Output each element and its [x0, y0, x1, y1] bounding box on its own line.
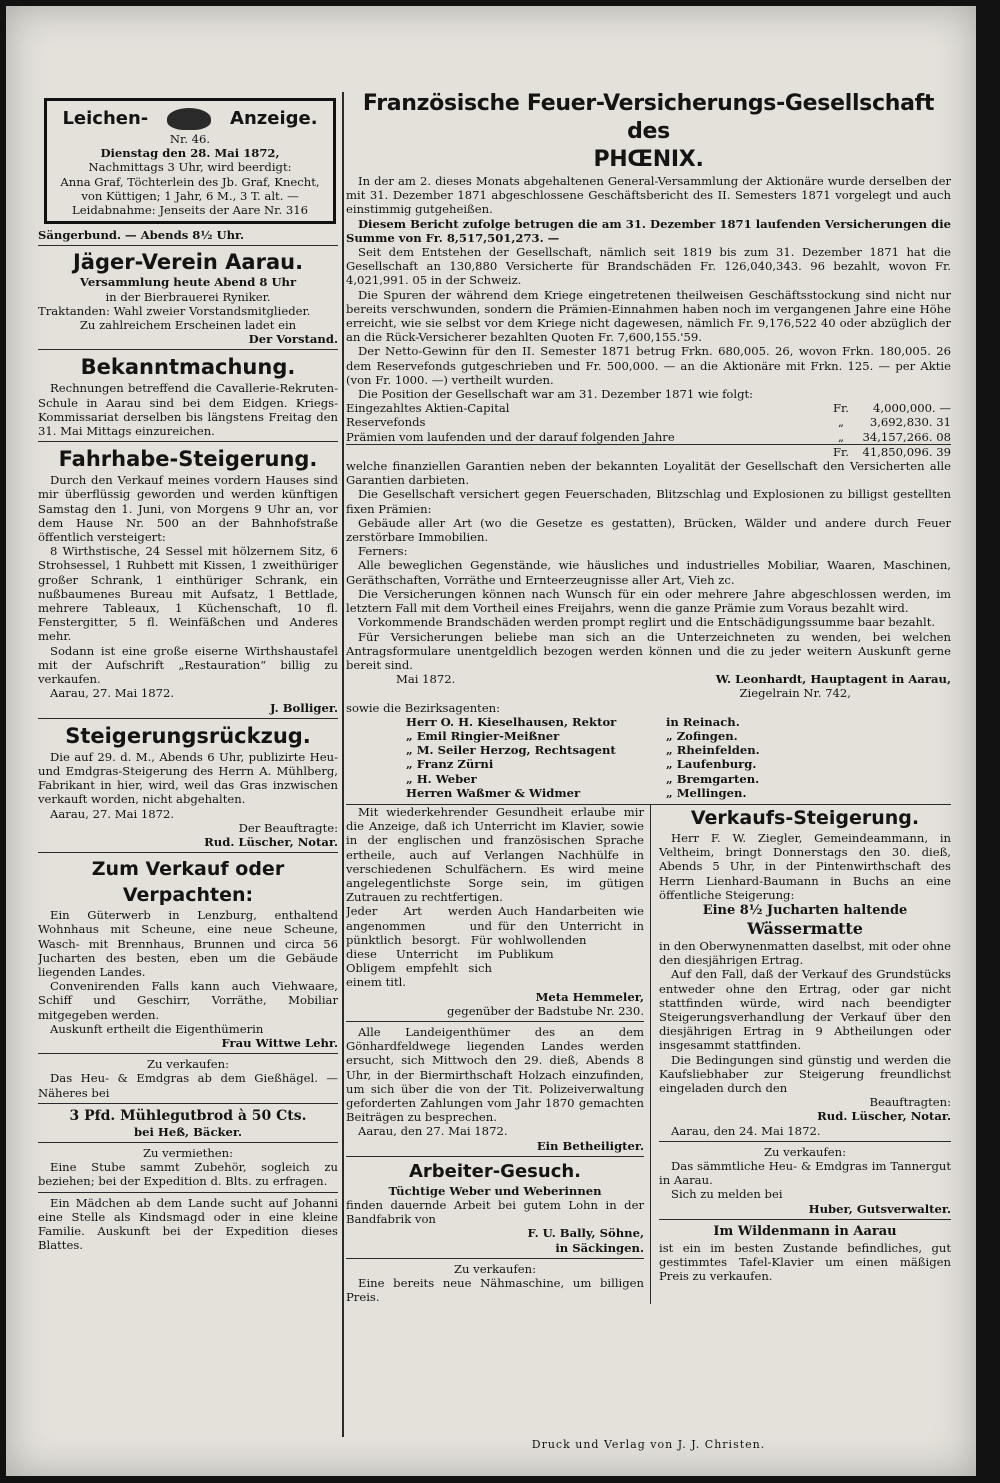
- left-column: [38, 92, 338, 1427]
- verkaufs-big-2: Wässermatte: [747, 918, 863, 938]
- position-row: [346, 401, 951, 415]
- arbeiter-line-1: Tüchtige Weber und Weberinnen: [388, 1183, 602, 1198]
- phoenix-title-2: PHŒNIX.: [593, 147, 704, 172]
- death-notice-text: Anna Graf, Töchterlein des Jb. Graf, Knecht, von Küttigen; 1 Jahr, 6 M., 3 T. alt. — Leidabnahme: Jenseits der Aare Nr. 316: [60, 174, 320, 218]
- agent-row: [346, 743, 951, 757]
- divider: [38, 1053, 338, 1054]
- divider: [659, 1141, 951, 1142]
- position-label: Reservefonds: [346, 415, 426, 430]
- position-row: [346, 415, 951, 429]
- naehm-title: Zu verkaufen:: [453, 1261, 537, 1276]
- agent-name: „ Franz Zürni: [406, 757, 494, 772]
- position-currency: Fr.: [833, 401, 849, 416]
- position-value: 34,157,266. 08: [862, 429, 951, 444]
- position-row: [346, 444, 951, 459]
- phoenix-para-11: Alle beweglichen Gegenstände, wie häusliches und industrielles Mobiliar, Waaren, Maschinen, Geräthschaften, Vorräthe und Ernteerzeugnisse aller Art, Vieh zc.: [346, 558, 951, 587]
- heu-big-contact: Sich zu melden bei: [671, 1187, 783, 1202]
- divider: [38, 1103, 338, 1104]
- verpachten-title: Zum Verkauf oder Verpachten:: [91, 858, 285, 907]
- heu-big-text: Das sämmtliche Heu- & Emdgras im Tannergut in Aarau.: [659, 1159, 951, 1188]
- phoenix-para-12: Die Versicherungen können nach Wunsch für ein oder mehrere Jahre abgeschlossen werden, im letztern Fall mit dem Vortheil eines Freijahrs, wenn die ganze Prämie zum Voraus bezahlt wird.: [346, 586, 951, 616]
- landeigen-text: Alle Landeigenthümer des an dem Gönhardfeldwege liegenden Landes werden ersucht, sich Mittwoch den 29. dieß, Abends 8 Uhr, in der Biermirthschaft Holzach einzufinden, um sich über die von der Tit. Polizeiverwaltung geforderten Zahlungen vom Jahr 1870 gemachten Beiträgen zu besprechen.: [346, 1024, 644, 1125]
- agent-name: Herren Waßmer & Widmer: [406, 785, 581, 800]
- heu-small-text: Das Heu- & Emdgras ab dem Gießhägel. — Näheres bei: [38, 1071, 338, 1100]
- agent-name: Herr O. H. Kieselhausen, Rektor: [406, 714, 617, 729]
- muehle-line-1: 3 Pfd. Mühlegutbrod à 50 Cts.: [69, 1107, 307, 1124]
- divider: [38, 245, 338, 246]
- heu-big-title: Zu verkaufen:: [763, 1144, 847, 1159]
- verpachten-signature: Frau Wittwe Lehr.: [221, 1035, 338, 1050]
- verkaufs-signature: Rud. Lüscher, Notar.: [817, 1109, 951, 1124]
- arbeiter-text: finden dauernde Arbeit bei gutem Lohn in der Bandfabrik von: [346, 1198, 644, 1227]
- death-notice-heading: [53, 106, 327, 132]
- verpachten-para-3: Auskunft ertheilt die Eigenthümerin: [50, 1021, 264, 1036]
- phoenix-para-14: Für Versicherungen beliebe man sich an die Unterzeichneten zu wenden, bei welchen Antragsformulare unentgeldlich bezogen werden können und die zu jeder weitern Auskunft gerne bereit sind.: [346, 629, 951, 672]
- fahrhabe-date: Aarau, 27. Mai 1872.: [50, 686, 175, 701]
- wildenmann-title: Im Wildenmann in Aarau: [713, 1223, 897, 1239]
- klavier-split: [346, 904, 644, 989]
- rueckzug-title: Steigerungsrückzug.: [65, 723, 311, 748]
- jaeger-line-3: Traktanden: Wahl zweier Vorstandsmitglieder.: [38, 303, 311, 318]
- position-label: Eingezahltes Aktien-Capital: [346, 401, 510, 416]
- phoenix-position-table: [346, 401, 951, 459]
- death-notice-number: Nr. 46.: [169, 132, 211, 146]
- jaeger-line-2: in der Bierbrauerei Ryniker.: [105, 289, 271, 304]
- divider: [659, 1219, 951, 1220]
- phoenix-para-2: Diesem Bericht zufolge betrugen die am 31. Dezember 1871 laufenden Versicherungen die Summe von Fr. 8,517,501,273. —: [346, 216, 951, 245]
- phoenix-address: Ziegelrain Nr. 742,: [739, 686, 851, 701]
- agent-name: „ H. Weber: [406, 771, 477, 786]
- verkaufs-title: Verkaufs-Steigerung.: [690, 806, 920, 829]
- muehle-line-2: bei Heß, Bäcker.: [134, 1124, 242, 1139]
- agent-town: „ Laufenburg.: [666, 757, 757, 772]
- verpachten-para-2: Convenirenden Falls kann auch Viehwaare, Schiff und Geschirr, Vorräthe, Mobiliar mitgegeben werden.: [38, 979, 338, 1022]
- divider: [346, 1258, 644, 1259]
- agent-town: in Reinach.: [666, 714, 740, 729]
- agent-town: „ Bremgarten.: [666, 771, 760, 786]
- verkaufs-para-1: Herr F. W. Ziegler, Gemeindeammann, in Veltheim, bringt Donnerstags den 30. dieß, Abends 5 Uhr, in der Pintenwirthschaft des Herrn Lienhard-Baumann in Buchs an eine öffentliche Steigerung:: [659, 830, 951, 902]
- maedchen-text: Ein Mädchen ab dem Lande sucht auf Johanni eine Stelle als Kindsmagd oder in eine kleine Familie. Auskunft bei der Expedition dieses Blattes.: [38, 1195, 338, 1253]
- jaeger-title: Jäger-Verein Aarau.: [72, 250, 304, 275]
- arbeiter-town: in Säckingen.: [555, 1240, 644, 1255]
- stube-title: Zu vermiethen:: [142, 1145, 234, 1160]
- verkaufs-para-2: in den Oberwynenmatten daselbst, mit oder ohne den diesjährigen Ertrag.: [659, 938, 951, 968]
- position-value: 3,692,830. 31: [869, 415, 951, 430]
- heu-big-signature: Huber, Gutsverwalter.: [808, 1201, 951, 1216]
- verkaufs-date: Aarau, den 24. Mai 1872.: [671, 1123, 821, 1138]
- position-value: 41,850,096. 39: [862, 444, 951, 459]
- klavier-address: gegenüber der Badstube Nr. 230.: [446, 1003, 644, 1018]
- agent-row: [346, 757, 951, 771]
- phoenix-signature: W. Leonhardt, Hauptagent in Aarau,: [715, 672, 951, 687]
- position-currency: „: [837, 429, 844, 444]
- agent-row: [346, 772, 951, 786]
- phoenix-signature-row: [346, 672, 951, 686]
- agent-town: „ Mellingen.: [666, 785, 747, 800]
- divider: [38, 441, 338, 442]
- fahrhabe-para-2: 8 Wirthstische, 24 Sessel mit hölzernem Sitz, 6 Strohsessel, 1 Ruhbett mit Kissen, 1 zweithüriger großer Schrank, 1 einthüriger Schrank, ein nußbaumenes Bureau mit Aufsatz, 1 Bettlade, mehrere Tableaux, 1 Küchenschaft, 10 fl. Fenstergitter, 5 fl. Weinfäßchen und Anderes mehr.: [38, 544, 338, 644]
- divider: [38, 349, 338, 350]
- phoenix-para-9: Gebäude aller Art (wo die Gesetze es gestatten), Brücken, Wälder und andere durch Feuer zerstörbare Immobilien.: [346, 515, 951, 545]
- landeigen-signature: Ein Betheiligter.: [536, 1138, 644, 1153]
- agent-name: „ M. Seiler Herzog, Rechtsagent: [406, 743, 616, 758]
- klavier-signature: Meta Hemmeler,: [535, 989, 644, 1004]
- klavier-right: Auch Handarbeiten wie für den Unterricht in wohlwollenden Publikum: [498, 904, 644, 961]
- lower-col-a: [346, 805, 651, 1305]
- agent-row: [346, 715, 951, 729]
- divider: [346, 1021, 644, 1022]
- bekannt-title: Bekanntmachung.: [80, 355, 296, 380]
- phoenix-title-1: Französische Feuer-Versicherungs-Gesellschaft des: [362, 91, 935, 144]
- agent-town: „ Rheinfelden.: [666, 743, 760, 758]
- wildenmann-text: ist ein im besten Zustande befindliches, gut gestimmtes Tafel-Klavier um einen mäßigen Preis zu verkaufen.: [659, 1240, 951, 1284]
- mourning-emblem-icon: [167, 108, 211, 130]
- position-currency: Fr.: [833, 444, 849, 459]
- phoenix-para-7: welche finanziellen Garantien neben der bekannten Loyalität der Gesellschaft den Versicherten alle Garantien darbieten.: [346, 459, 951, 488]
- arbeiter-title: Arbeiter-Gesuch.: [408, 1160, 582, 1182]
- newspaper-page: [6, 6, 976, 1476]
- landeigen-date: Aarau, den 27. Mai 1872.: [358, 1124, 508, 1139]
- divider: [38, 1192, 338, 1193]
- phoenix-date: Mai 1872.: [396, 672, 456, 687]
- rueckzug-text: Die auf 29. d. M., Abends 6 Uhr, publizirte Heu- und Emdgras-Steigerung des Herrn A. Mühlberg, Fabrikant in hier, wird, weil das Gras inzwischen verkauft worden, nicht abgehalten.: [38, 749, 338, 807]
- rueckzug-signature: Rud. Lüscher, Notar.: [204, 834, 338, 849]
- fahrhabe-para-3: Sodann ist eine große eiserne Wirthshaustafel mit der Aufschrift „Restauration“ billig zu verkaufen.: [38, 643, 338, 687]
- rueckzug-role: Der Beauftragte:: [238, 820, 338, 835]
- divider: [38, 852, 338, 853]
- klavier-text: Mit wiederkehrender Gesundheit erlaube mir die Anzeige, daß ich Unterricht im Klavier, sowie in der englischen und französischen Sprache ertheile, auch auf Verlangen Nachhülfe in verschiedenen Schulfächern. Es wird meine angelegentlichste Sorge sein, im gütigen Zutrauen zu rechtfertigen.: [346, 804, 644, 905]
- position-currency: „: [837, 415, 844, 430]
- footer-imprint: Druck und Verlag von J. J. Christen.: [531, 1438, 766, 1451]
- death-notice: [44, 98, 336, 224]
- jaeger-signature: Der Vorstand.: [248, 332, 338, 347]
- phoenix-agents-list: [346, 715, 951, 800]
- fahrhabe-title: Fahrhabe-Steigerung.: [58, 447, 318, 472]
- verpachten-para-1: Ein Güterwerb in Lenzburg, enthaltend Wohnhaus mit Scheune, eine neue Scheune, Wasch- mit Brennhaus, Brunnen und circa 56 Jucharten des besten, eben um die Gebäude liegenden Landes.: [38, 908, 338, 979]
- jaeger-line-1: Versammlung heute Abend 8 Uhr: [79, 275, 297, 290]
- divider: [346, 1156, 644, 1157]
- verkaufs-para-3: Auf den Fall, daß der Verkauf des Grundstücks entweder ohne den Ertrag, oder gar nicht stattfinden würde, wird nach beendigter Steigerungsverhandlung der Verkauf über den diesjährigen Ertrag in 9 Abtheilungen oder insgesammt stattfinden.: [659, 967, 951, 1053]
- verkaufs-role: Beauftragten:: [869, 1095, 951, 1110]
- column-rule: [342, 92, 344, 1437]
- agent-row: [346, 786, 951, 800]
- naehm-text: Eine bereits neue Nähmaschine, um billigen Preis.: [346, 1276, 644, 1305]
- lower-right-section: [346, 804, 951, 1305]
- arbeiter-signature: F. U. Bally, Söhne,: [527, 1226, 644, 1241]
- agent-row: [346, 729, 951, 743]
- position-label: Prämien vom laufenden und der darauf folgenden Jahre: [346, 429, 675, 444]
- agent-town: „ Zofingen.: [666, 728, 738, 743]
- jaeger-line-4: Zu zahlreichem Erscheinen ladet ein: [79, 318, 297, 333]
- phoenix-para-4: Die Spuren der während dem Kriege eingetretenen theilweisen Geschäftsstockung sind nicht nur bereits verschwunden, sondern die Prämien-Einnahmen haben noch im vergangenen Jahre eine Höhe erreicht, wie sie selbst vor dem Kriege nicht dagewesen, nämlich Fr. 9,176,522 40 oder abzüglich der an die Rück-Versicherer bezahlten Quoten Fr. 7,600,155.'59.: [346, 287, 951, 345]
- agent-name: „ Emil Ringier-Meißner: [406, 728, 560, 743]
- bekannt-text: Rechnungen betreffend die Cavallerie-Rekruten-Schule in Aarau sind bei dem Eidgen. Kriegs-Kommissariat derselben bis längstens Freitag den 31. Mai Mittags einzureichen.: [38, 381, 338, 439]
- right-column: [346, 90, 951, 1430]
- verkaufs-big-1: Eine 8½ Jucharten haltende: [702, 902, 908, 918]
- stube-text: Eine Stube sammt Zubehör, sogleich zu beziehen; bei der Expedition d. Blts. zu erfragen.: [38, 1160, 338, 1189]
- position-row: [346, 430, 951, 444]
- rueckzug-date: Aarau, 27. Mai 1872.: [50, 806, 175, 821]
- phoenix-para-3: Seit dem Entstehen der Gesellschaft, nämlich seit 1819 bis zum 31. Dezember 1871 hat die Gesellschaft an 130,880 Versicherte für Brandschäden Fr. 126,040,343. 96 bezahlt, wovon Fr. 4,021,991. 05 in der Schweiz.: [346, 245, 951, 288]
- phoenix-agents-intro: sowie die Bezirksagenten:: [346, 700, 501, 715]
- heu-small-title: Zu verkaufen:: [146, 1057, 230, 1072]
- fahrhabe-signature: J. Bolliger.: [270, 700, 338, 715]
- death-notice-title-right: Anzeige.: [230, 108, 318, 129]
- lower-col-b: [651, 805, 951, 1305]
- position-label: [346, 445, 831, 459]
- phoenix-para-10: Ferners:: [358, 544, 408, 559]
- phoenix-para-8: Die Gesellschaft versichert gegen Feuerschaden, Blitzschlag und Explosionen zu billigst gestellten fixen Prämien:: [346, 487, 951, 516]
- verkaufs-para-4: Die Bedingungen sind günstig und werden die Kaufsliebhaber zur Steigerung freundlichst eingeladen durch den: [659, 1052, 951, 1095]
- phoenix-para-13: Vorkommende Brandschäden werden prompt reglirt und die Entschädigungssumme baar bezahlt.: [358, 615, 936, 630]
- death-notice-title-left: Leichen-: [62, 108, 149, 129]
- divider: [38, 1142, 338, 1143]
- fahrhabe-para-1: Durch den Verkauf meines vordern Hauses sind mir überflüssig geworden und werden künftigen Samstag den 1. Juni, von Morgens 9 Uhr an, vor dem Hause Nr. 500 an der Bahnhofstraße öffentlich versteigert:: [38, 473, 338, 545]
- phoenix-para-1: In der am 2. dieses Monats abgehaltenen General-Versammlung der Aktionäre wurde derselben der mit 31. Dezember 1871 abgeschlossene Geschäftsbericht des II. Semesters 1871 vorgelegt und auch einstimmig gutgeheißen.: [346, 174, 951, 217]
- death-notice-time: Nachmittags 3 Uhr, wird beerdigt:: [88, 160, 292, 175]
- position-value: 4,000,000. —: [873, 401, 951, 416]
- klavier-left: Jeder Art werden angenommen und pünktlich besorgt. Für diese Unterricht im Obligem empfehlt sich einem titl.: [346, 904, 492, 990]
- divider: [38, 718, 338, 719]
- saengerbund-notice: Sängerbund. — Abends 8½ Uhr.: [38, 228, 245, 243]
- phoenix-para-5: Der Netto-Gewinn für den II. Semester 1871 betrug Frkn. 680,005. 26, wovon Frkn. 180,005. 26 dem Reservefonds gutgeschrieben und Fr. 500,000. — an die Aktionäre mit Frkn. 125. — per Aktie (von Fr. 1000. —) vertheilt wurden.: [346, 344, 951, 387]
- phoenix-para-6: Die Position der Gesellschaft war am 31. Dezember 1871 wie folgt:: [358, 387, 754, 402]
- death-notice-date: Dienstag den 28. Mai 1872,: [100, 146, 280, 161]
